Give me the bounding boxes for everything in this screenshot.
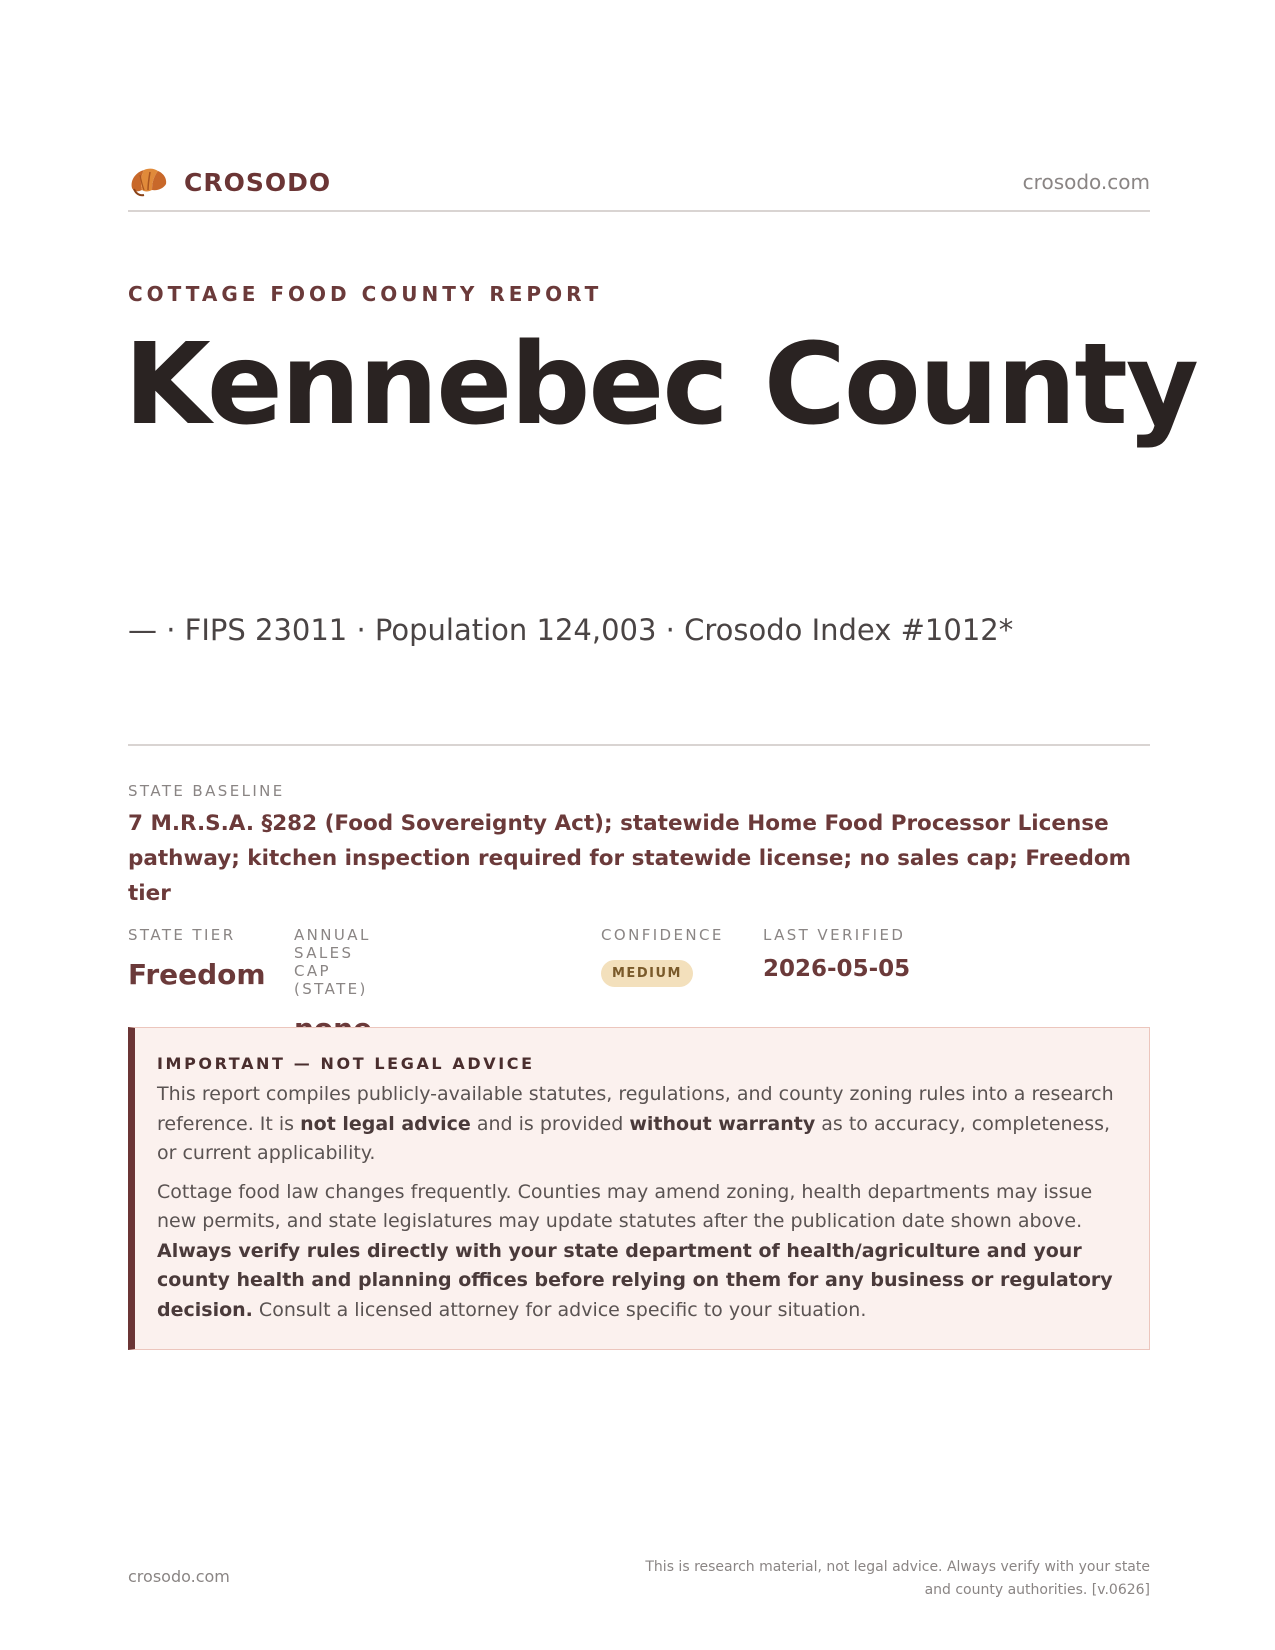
footer-disclaimer-line: and county authorities. [v.0626] [924,1582,1150,1598]
notice-text: as to accuracy, completeness, or current applicability. [157,1112,1111,1164]
stat-last-verified [763,926,910,982]
notice-emphasis: without warranty [629,1112,816,1135]
notice-emphasis: not legal advice [300,1112,471,1135]
baseline-label: STATE BASELINE [128,782,285,800]
notice-paragraph [157,1178,1132,1326]
site-url[interactable]: crosodo.com [1022,170,1150,194]
section-divider [128,744,1150,746]
report-page [124,0,1197,1650]
stat-value: 2026-05-05 [763,956,911,982]
brand-logo[interactable] [128,162,331,202]
footer-disclaimer [590,1556,1150,1602]
notice-paragraph [157,1080,1132,1169]
croissant-icon [128,162,170,202]
legal-notice [128,1027,1150,1350]
notice-text: Consult a licensed attorney for advice specific to your situation. [252,1298,867,1321]
report-eyebrow: COTTAGE FOOD COUNTY REPORT [128,282,603,306]
notice-emphasis: Always verify rules directly with your state department of health/agriculture and your county health and planning offices before relying on them for any business or regulatory decision. [157,1239,1113,1321]
notice-text: Cottage food law changes frequently. Counties may amend zoning, health departments may issue new permits, and state legislatures may update statutes after the publication date shown above. [157,1180,1093,1232]
confidence-badge: MEDIUM [601,960,693,987]
notice-title: IMPORTANT — NOT LEGAL ADVICE [157,1054,535,1073]
footer-disclaimer-line: This is research material, not legal advice. Always verify with your state [645,1559,1150,1575]
footer-site-url[interactable]: crosodo.com [128,1567,230,1586]
stat-label: ANNUAL SALES CAP (STATE) [294,926,371,998]
stat-label: LAST VERIFIED [763,926,906,944]
stat-state-tier [128,926,266,991]
notice-body [157,1080,1132,1334]
notice-text: This report compiles publicly-available statutes, regulations, and county zoning rules into a research reference. It is [157,1083,1114,1135]
page-header [128,158,1150,212]
brand-name: CROSODO [184,167,332,197]
stat-label: CONFIDENCE [601,926,724,944]
stat-confidence [601,926,724,987]
page-title: Kennebec County [124,320,1197,450]
stat-label: STATE TIER [128,926,236,944]
county-meta: — · FIPS 23011 · Population 124,003 · Crosodo Index #1012* [128,613,1014,647]
notice-text: and is provided [470,1112,630,1135]
stat-value: Freedom [128,958,266,991]
baseline-text: 7 M.R.S.A. §282 (Food Sovereignty Act); statewide Home Food Processor License pathway; kitchen inspection required for statewide license; no sales cap; Freedom tier [128,811,1132,906]
